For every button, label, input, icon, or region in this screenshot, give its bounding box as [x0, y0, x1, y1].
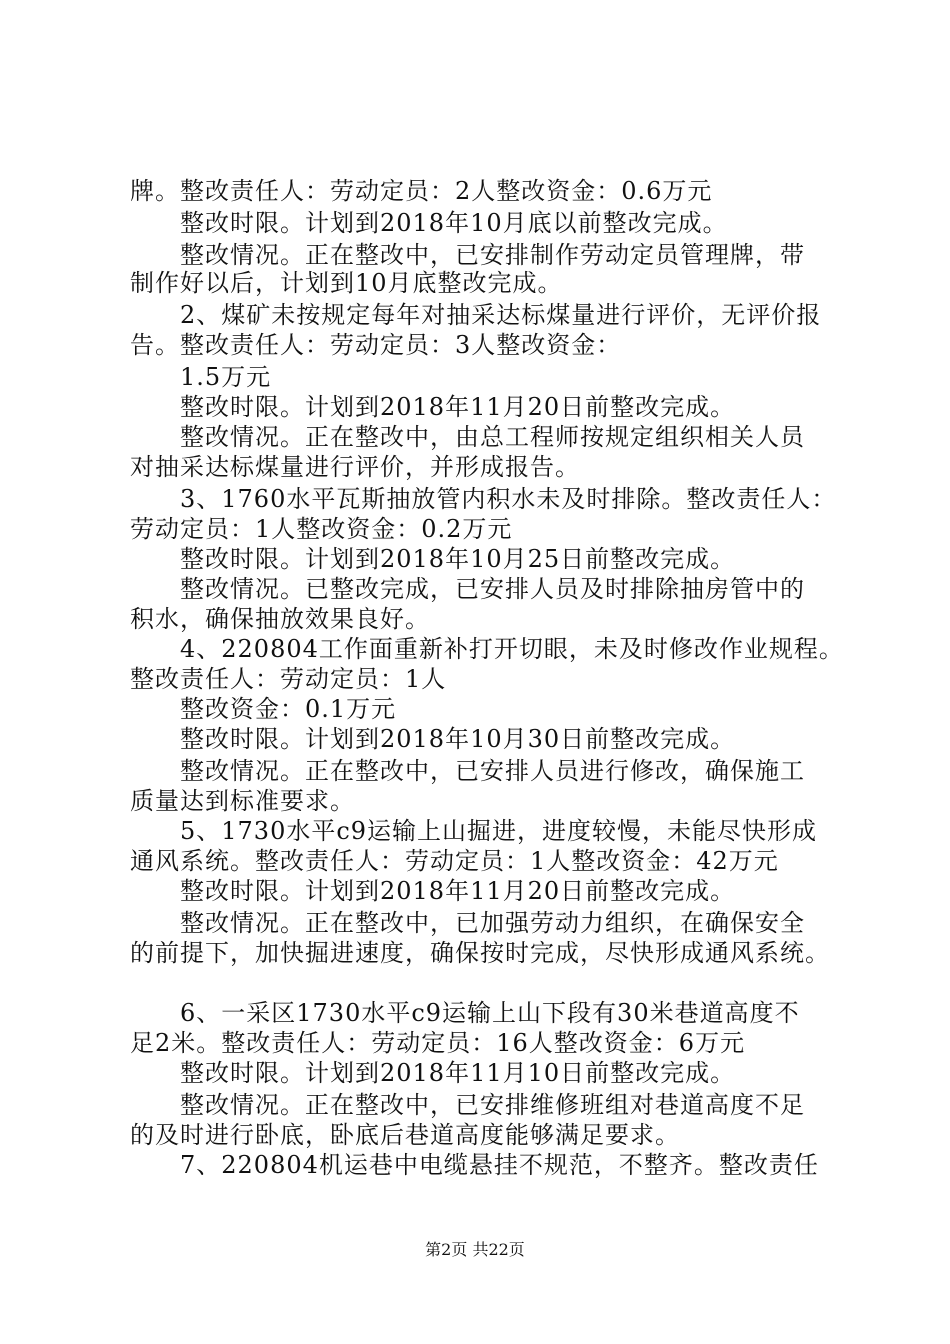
text-line: 1.5万元 [180, 363, 272, 391]
text-line: 整改责任人：劳动定员：1人 [130, 665, 447, 693]
text-line: 7、220804机运巷中电缆悬挂不规范，不整齐。整改责任 [180, 1151, 819, 1179]
text-line: 对抽采达标煤量进行评价，并形成报告。 [130, 453, 580, 481]
text-line: 积水，确保抽放效果良好。 [130, 605, 430, 633]
text-line: 整改时限。计划到2018年10月底以前整改完成。 [180, 209, 728, 237]
text-line: 的前提下，加快掘进速度，确保按时完成，尽快形成通风系统。 [130, 939, 830, 967]
text-line: 整改情况。已整改完成，已安排人员及时排除抽房管中的 [180, 575, 805, 603]
text-line: 整改时限。计划到2018年10月25日前整改完成。 [180, 545, 736, 573]
text-line: 整改时限。计划到2018年11月20日前整改完成。 [180, 877, 736, 905]
text-line: 2、煤矿未按规定每年对抽采达标煤量进行评价，无评价报 [180, 301, 822, 329]
text-line: 制作好以后，计划到10月底整改完成。 [130, 269, 563, 297]
page-number: 第2页 共22页 [425, 1240, 525, 1259]
text-line: 整改情况。正在整改中，由总工程师按规定组织相关人员 [180, 423, 805, 451]
text-line: 质量达到标准要求。 [130, 787, 355, 815]
text-line: 告。整改责任人：劳动定员：3人整改资金： [130, 331, 622, 359]
text-line: 6、一采区1730水平c9运输上山下段有30米巷道高度不 [180, 999, 800, 1027]
text-line: 整改情况。正在整改中，已安排制作劳动定员管理牌，带 [180, 241, 805, 269]
text-line: 整改时限。计划到2018年10月30日前整改完成。 [180, 725, 736, 753]
text-line: 3、1760水平瓦斯抽放管内积水未及时排除。整改责任人： [180, 485, 837, 513]
text-line: 的及时进行卧底，卧底后巷道高度能够满足要求。 [130, 1121, 680, 1149]
text-line: 牌。整改责任人：劳动定员：2人整改资金：0.6万元 [130, 177, 713, 205]
text-line: 劳动定员：1人整改资金：0.2万元 [130, 515, 513, 543]
text-line: 足2米。整改责任人：劳动定员：16人整改资金：6万元 [130, 1029, 746, 1057]
text-line: 整改情况。正在整改中，已安排人员进行修改，确保施工 [180, 757, 805, 785]
text-line: 整改时限。计划到2018年11月10日前整改完成。 [180, 1059, 736, 1087]
text-line: 整改资金：0.1万元 [180, 695, 397, 723]
text-line: 5、1730水平c9运输上山掘进，进度较慢，未能尽快形成 [180, 817, 818, 845]
text-line: 整改时限。计划到2018年11月20日前整改完成。 [180, 393, 736, 421]
text-line: 整改情况。正在整改中，已安排维修班组对巷道高度不足 [180, 1091, 805, 1119]
text-line: 整改情况。正在整改中，已加强劳动力组织，在确保安全 [180, 909, 805, 937]
text-line: 通风系统。整改责任人：劳动定员：1人整改资金：42万元 [130, 847, 779, 875]
text-line: 4、220804工作面重新补打开切眼，未及时修改作业规程。 [180, 635, 844, 663]
